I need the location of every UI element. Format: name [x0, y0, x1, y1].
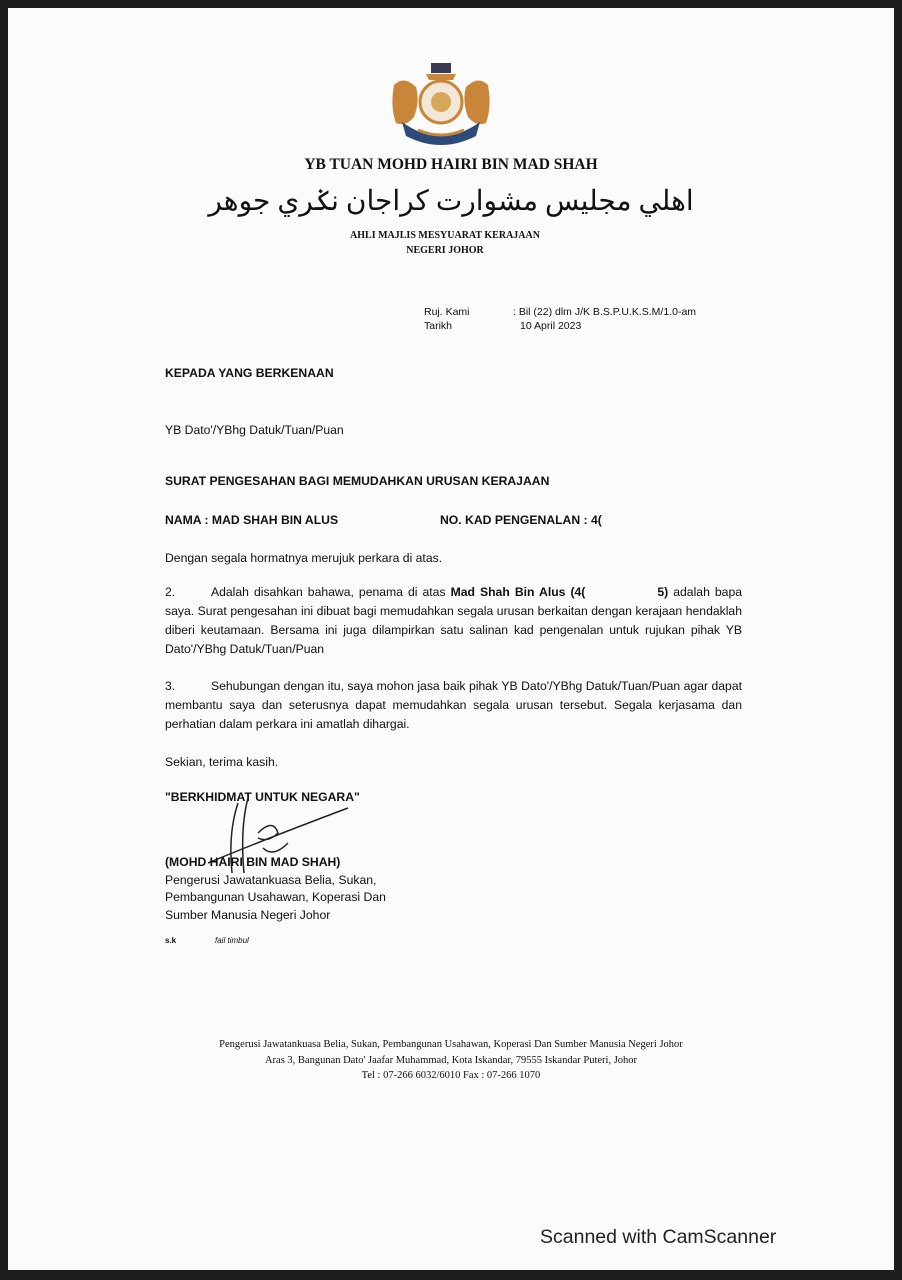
ruj-label: Ruj. Kami	[424, 306, 470, 318]
letterhead-state: NEGERI JOHOR	[406, 245, 484, 256]
reference-labels	[424, 305, 470, 333]
para2-name: Mad Shah Bin Alus (4(	[450, 585, 586, 599]
paragraph-2	[165, 583, 742, 659]
letterhead-name: YB TUAN MOHD HAIRI BIN MAD SHAH	[304, 156, 598, 173]
scanned-letter	[8, 8, 894, 1270]
para2-text-start: Adalah disahkan bahawa, penama di atas	[211, 585, 451, 599]
ic-label: NO. KAD PENGENALAN : 4(	[440, 513, 602, 527]
paragraph-3	[165, 677, 742, 734]
para2-text: adalah bapa saya. Surat pengesahan ini dibuat bagi memudahkan segala urusan berkaitan dengan kerajaan hendaklah diberi keutamaan. Bersama ini juga dilampirkan satu salinan kad pengenalan untuk rujukan pihak YB Dato'/YBhg Datuk/Tuan/Puan	[165, 585, 742, 656]
para2-name-end: 5)	[657, 585, 669, 599]
signatory-title-2: Pembangunan Usahawan, Koperasi Dan	[165, 890, 386, 904]
reference-values	[513, 305, 696, 333]
salutation: KEPADA YANG BERKENAAN	[165, 366, 334, 380]
tarikh-value: 10 April 2023	[520, 320, 582, 332]
footer-line-2: Aras 3, Bangunan Dato' Jaafar Muhammad, Kota Iskandar, 79555 Iskandar Puteri, Johor	[264, 1054, 638, 1066]
signatory-title-1: Pengerusi Jawatankuasa Belia, Sukan,	[165, 872, 377, 887]
tarikh-label: Tarikh	[424, 320, 453, 332]
signatory-block	[165, 854, 386, 924]
letterhead-jawi: اهلي مجليس مشوارت کراجان نݢري جوهر	[208, 186, 694, 217]
para2-number: 2.	[165, 585, 176, 599]
ic-redaction	[630, 508, 748, 532]
para3-text: Sehubungan dengan itu, saya mohon jasa baik pihak YB Dato'/YBhg Datuk/Tuan/Puan agar dapat membantu saya dan seterusnya dapat memudahkan segala urusan tersebut. Segala kerjasama dan perhatian dalam perkara ini amatlah dihargai.	[165, 679, 742, 731]
letterhead-position: AHLI MAJLIS MESYUARAT KERAJAAN	[350, 230, 540, 241]
para3-number: 3.	[165, 679, 176, 693]
opening-line: Dengan segala hormatnya merujuk perkara di atas.	[165, 551, 443, 565]
motto: "BERKHIDMAT UNTUK NEGARA"	[165, 790, 360, 804]
closing: Sekian, terima kasih.	[165, 755, 279, 769]
footer-line-1: Pengerusi Jawatankuasa Belia, Sukan, Pembangunan Usahawan, Koperasi Dan Sumber Manusia Negeri Johor	[219, 1039, 683, 1050]
johor-coat-of-arms-logo	[382, 60, 500, 150]
subject: SURAT PENGESAHAN BAGI MEMUDAHKAN URUSAN KERAJAAN	[165, 474, 550, 488]
signatory-title-3: Sumber Manusia Negeri Johor	[165, 907, 331, 922]
sk-label: s.k	[165, 936, 177, 945]
footer-line-3: Tel : 07-266 6032/6010 Fax : 07-266 1070	[361, 1070, 541, 1081]
nama: NAMA : MAD SHAH BIN ALUS	[165, 513, 339, 527]
footer	[8, 1037, 894, 1084]
addressee: YB Dato'/YBhg Datuk/Tuan/Puan	[165, 423, 344, 437]
signatory-name: (MOHD HAIRI BIN MAD SHAH)	[165, 855, 341, 869]
sk-value: fail timbul	[215, 936, 249, 945]
ruj-value: : Bil (22) dlm J/K B.S.P.U.K.S.M/1.0-am	[513, 306, 697, 318]
camscanner-watermark: Scanned with CamScanner	[540, 1226, 777, 1248]
